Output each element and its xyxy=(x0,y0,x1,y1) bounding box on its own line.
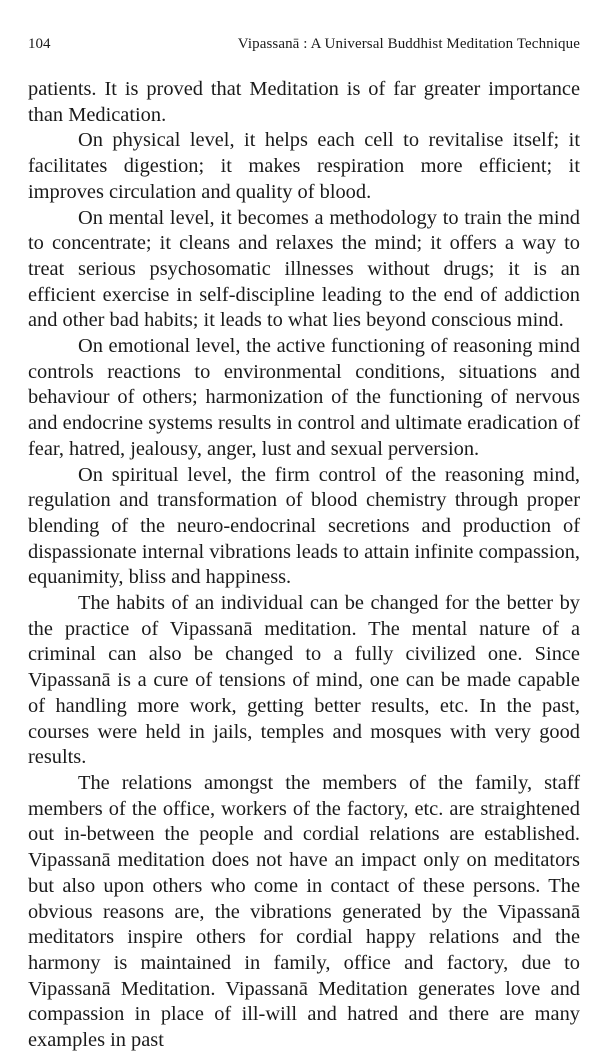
running-title: Vipassanā : A Universal Buddhist Meditation Technique xyxy=(237,36,580,52)
paragraph-habits: The habits of an individual can be changed for the better by the practice of Vipassanā meditation. The mental nature of a criminal can also be changed to a fully civilized one. Since Vipassanā is a cure of tensions of mind, one can be made capable of handling more work, getting better results, etc. In the past, courses were held in jails, temples and mosques with very good results. xyxy=(28,592,580,769)
book-page xyxy=(28,0,580,1052)
paragraph-mental-level: On mental level, it becomes a methodology to train the mind to concentrate; it cleans and relaxes the mind; it offers a way to treat serious psychosomatic illnesses without drugs; it is an efficient exercise in self-discipline leading to the end of addiction and other bad habits; it leads to what lies beyond conscious mind. xyxy=(28,206,580,332)
body-text xyxy=(28,77,580,1054)
paragraph-physical-level: On physical level, it helps each cell to revitalise itself; it facilitates digestion; it makes respiration more efficient; it improves circulation and quality of blood. xyxy=(28,129,580,203)
page-header xyxy=(28,34,580,54)
paragraph-spiritual-level: On spiritual level, the firm control of the reasoning mind, regulation and transformation of blood chemistry through proper blending of the neuro-endocrinal secretions and production of dispassionate internal vibrations leads to attain infinite compassion, equanimity, bliss and happiness. xyxy=(28,463,580,589)
page-number: 104 xyxy=(28,36,51,52)
paragraph-emotional-level: On emotional level, the active functioning of reasoning mind controls reactions to environmental conditions, situations and behaviour of others; harmonization of the functioning of nervous and endocrine systems results in control and ultimate eradication of fear, hatred, jealousy, anger, lust and sexual perversion. xyxy=(28,335,580,460)
paragraph-relations: The relations amongst the members of the family, staff members of the office, workers of the factory, etc. are straightened out in-between the people and cordial relations are established. Vipassanā meditation does not have an impact only on meditators but also upon others who come in contact of these persons. The obvious reasons are, the vibrations generated by the Vipassanā meditators inspire others for cordial happy relations and the harmony is maintained in family, office and factory, due to Vipassanā Meditation. Vipassanā Meditation generates love and compassion in place of ill-will and hatred and there are many examples in past xyxy=(28,771,580,1052)
paragraph-continuation: patients. It is proved that Meditation is of far greater importance than Medication. xyxy=(28,78,580,126)
